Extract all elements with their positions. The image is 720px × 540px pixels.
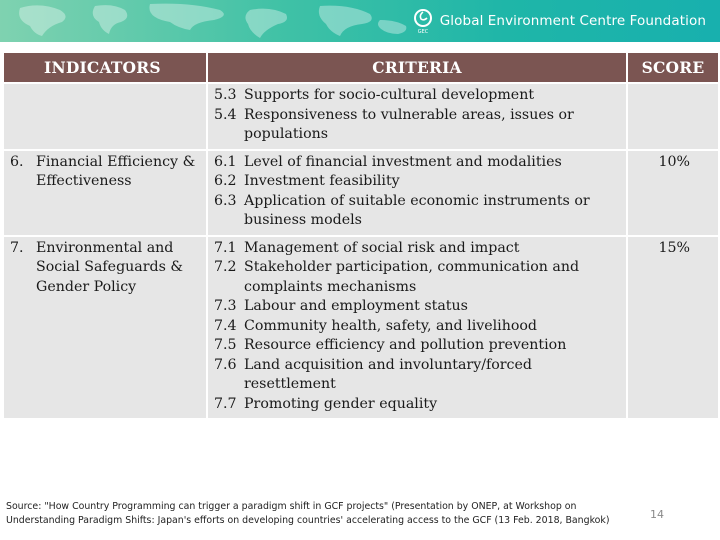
criteria-item bbox=[214, 395, 620, 415]
criteria-number: 7.6 bbox=[214, 356, 237, 373]
criteria-number: 6.3 bbox=[214, 192, 237, 209]
evaluation-criteria-table bbox=[4, 53, 718, 418]
criteria-number: 5.4 bbox=[214, 106, 237, 123]
criteria-number: 6.1 bbox=[214, 153, 237, 170]
table-row bbox=[4, 150, 718, 236]
page-number: 14 bbox=[650, 508, 664, 521]
criteria-number: 7.3 bbox=[214, 298, 237, 314]
score-cell bbox=[627, 83, 718, 150]
criteria-text: Land acquisition and involuntary/forced resettlement bbox=[244, 356, 532, 392]
world-map-graphic bbox=[0, 0, 420, 42]
criteria-item bbox=[214, 106, 620, 145]
criteria-number: 7.2 bbox=[214, 259, 237, 275]
indicator-cell bbox=[4, 150, 207, 236]
column-header-score: SCORE bbox=[627, 53, 718, 83]
criteria-text: Stakeholder participation, communication and complaints mechanisms bbox=[244, 259, 580, 295]
indicator-number: 6. bbox=[10, 153, 24, 170]
criteria-text: Community health, safety, and livelihood bbox=[244, 317, 538, 334]
score-cell: 10% bbox=[627, 150, 718, 236]
indicator-number: 7. bbox=[10, 239, 24, 256]
criteria-number: 7.5 bbox=[214, 337, 237, 353]
table-header-row bbox=[4, 53, 718, 83]
brand-name: Global Environment Centre Foundation bbox=[439, 13, 706, 29]
criteria-item bbox=[214, 336, 620, 356]
criteria-item bbox=[214, 192, 620, 231]
criteria-cell bbox=[207, 236, 627, 419]
criteria-item bbox=[214, 239, 620, 259]
criteria-text: Responsiveness to vulnerable areas, issues or populations bbox=[244, 106, 574, 142]
criteria-item bbox=[214, 258, 620, 297]
table-row bbox=[4, 236, 718, 419]
criteria-number: 6.2 bbox=[214, 173, 237, 189]
criteria-text: Application of suitable economic instruments or business models bbox=[244, 192, 590, 228]
criteria-item bbox=[214, 317, 620, 337]
criteria-text: Level of financial investment and modalities bbox=[244, 153, 562, 170]
indicator-cell bbox=[4, 236, 207, 419]
criteria-item bbox=[214, 153, 620, 173]
criteria-number: 7.4 bbox=[214, 317, 237, 334]
column-header-criteria: CRITERIA bbox=[207, 53, 627, 83]
criteria-cell bbox=[207, 150, 627, 236]
svg-text:GEC: GEC bbox=[417, 29, 429, 34]
criteria-item bbox=[214, 356, 620, 395]
criteria-text: Promoting gender equality bbox=[244, 395, 438, 412]
indicator-text: Financial Efficiency & Effectiveness bbox=[36, 153, 196, 189]
brand-block[interactable] bbox=[412, 7, 706, 35]
indicator-cell bbox=[4, 83, 207, 150]
criteria-number: 7.7 bbox=[214, 395, 237, 412]
criteria-item bbox=[214, 297, 620, 317]
criteria-number: 7.1 bbox=[214, 239, 237, 256]
criteria-text: Resource efficiency and pollution prevention bbox=[244, 337, 567, 353]
criteria-text: Supports for socio-cultural development bbox=[244, 87, 535, 103]
gec-logo-icon bbox=[412, 8, 434, 34]
criteria-text: Management of social risk and impact bbox=[244, 239, 520, 256]
criteria-number: 5.3 bbox=[214, 87, 237, 103]
criteria-text: Investment feasibility bbox=[244, 173, 400, 189]
table-row bbox=[4, 83, 718, 150]
criteria-text: Labour and employment status bbox=[244, 298, 468, 314]
criteria-item bbox=[214, 86, 620, 106]
source-citation: Source: "How Country Programming can trigger a paradigm shift in GCF projects" (Presentation by ONEP, at Workshop on Understanding Paradigm Shifts: Japan's efforts on developing countries' accelerating access to the GCF (13 Feb. 2018, Bangkok) bbox=[6, 501, 610, 526]
column-header-indicators: INDICATORS bbox=[4, 53, 207, 83]
criteria-item bbox=[214, 172, 620, 192]
score-cell: 15% bbox=[627, 236, 718, 419]
header-banner bbox=[0, 0, 720, 42]
criteria-cell bbox=[207, 83, 627, 150]
indicator-text: Environmental and Social Safeguards & Gender Policy bbox=[36, 239, 184, 295]
